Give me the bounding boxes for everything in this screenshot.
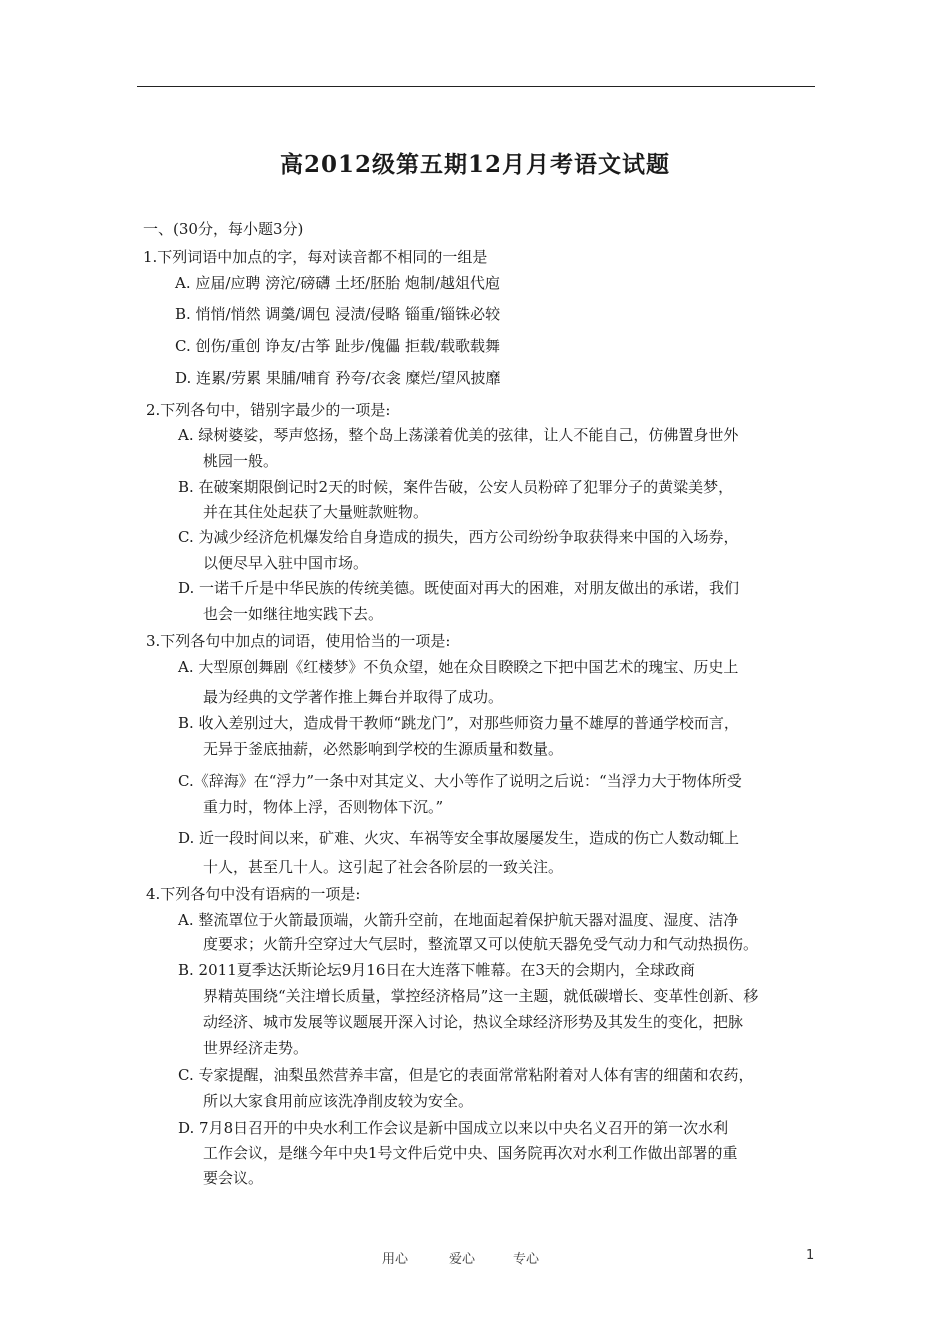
q2-option-d-cont: 也会一如继往地实践下去。 <box>203 605 384 623</box>
q3-option-b-cont: 无异于釜底抽薪，必然影响到学校的生源质量和数量。 <box>203 740 564 758</box>
q4-option-d-cont2: 要会议。 <box>203 1169 264 1187</box>
q3-option-d: D. 近一段时间以来，矿难、火灾、车祸等安全事故屡屡发生，造成的伤亡人数动辄上 <box>178 829 740 847</box>
q1-option-c: C. 创伤/重创 诤友/古筝 趾步/傀儡 拒载/载歌载舞 <box>175 337 500 355</box>
q4-option-d: D. 7月8日召开的中央水利工作会议是新中国成立以来以中央名义召开的第一次水利 <box>178 1119 729 1137</box>
page-number: 1 <box>806 1248 815 1263</box>
q4-option-b-cont2: 动经济、城市发展等议题展开深入讨论，热议全球经济形势及其发生的变化，把脉 <box>203 1013 744 1031</box>
footer-right: 专心 <box>513 1252 540 1267</box>
footer-middle: 爱心 <box>449 1252 476 1267</box>
q3-option-c: C.《辞海》在“浮力”一条中对其定义、大小等作了说明之后说：“当浮力大于物体所受 <box>178 772 742 790</box>
q4-option-b: B. 2011夏季达沃斯论坛9月16日在大连落下帷幕。在3天的会期内，全球政商 <box>178 961 695 979</box>
q4-option-c-cont: 所以大家食用前应该洗净削皮较为安全。 <box>203 1092 474 1110</box>
q3-option-b: B. 收入差别过大，造成骨干教师“跳龙门”，对那些师资力量不雄厚的普通学校而言， <box>178 714 739 732</box>
q3-option-c-cont: 重力时，物体上浮，否则物体下沉。” <box>203 798 444 816</box>
header-rule <box>137 86 815 87</box>
q1-option-b: B. 悄悄/悄然 调羹/调包 浸渍/侵略 锱重/锱铢必较 <box>175 305 501 323</box>
q4-option-b-cont3: 世界经济走势。 <box>203 1039 309 1057</box>
q1-option-a: A. 应届/应聘 滂沱/磅礴 土坯/胚胎 炮制/越俎代庖 <box>175 274 500 292</box>
q4-option-b-cont1: 界精英围绕“关注增长质量，掌控经济格局”这一主题，就低碳增长、变革性创新、移 <box>203 987 759 1005</box>
q4-option-c: C. 专家提醒，油梨虽然营养丰富，但是它的表面常常粘附着对人体有害的细菌和农药， <box>178 1066 754 1084</box>
q2-option-a: A. 绿树婆娑，琴声悠扬，整个岛上荡漾着优美的弦律，让人不能自己，仿佛置身世外 <box>178 426 739 444</box>
q3-option-a: A. 大型原创舞剧《红楼梦》不负众望，她在众目睽睽之下把中国艺术的瑰宝、历史上 <box>178 658 739 676</box>
q4-option-a: A. 整流罩位于火箭最顶端，火箭升空前，在地面起着保护航天器对温度、湿度、洁净 <box>178 911 739 929</box>
q2-option-c: C. 为减少经济危机爆发给自身造成的损失，西方公司纷纷争取获得来中国的入场券， <box>178 528 739 546</box>
question-1-stem: 1.下列词语中加点的字，每对读音都不相同的一组是 <box>143 248 488 266</box>
section-header: 一、(30分，每小题3分) <box>143 220 304 238</box>
q2-option-b: B. 在破案期限倒记时2天的时候，案件告破，公安人员粉碎了犯罪分子的黄粱美梦， <box>178 478 734 496</box>
q1-option-d: D. 连累/劳累 果脯/哺育 矜夸/衣衾 糜烂/望风披靡 <box>175 369 501 387</box>
q2-option-a-cont: 桃园一般。 <box>203 452 279 470</box>
q4-option-a-cont: 度要求；火箭升空穿过大气层时，整流罩又可以使航天器免受气动力和气动热损伤。 <box>203 935 759 953</box>
q2-option-d: D. 一诺千斤是中华民族的传统美德。既使面对再大的困难，对朋友做出的承诺，我们 <box>178 579 740 597</box>
q4-option-d-cont1: 工作会议，是继今年中央1号文件后党中央、国务院再次对水利工作做出部署的重 <box>203 1144 738 1162</box>
q2-option-b-cont: 并在其住处起获了大量赃款赃物。 <box>203 503 429 521</box>
question-3-stem: 3.下列各句中加点的词语，使用恰当的一项是: <box>146 632 451 650</box>
question-2-stem: 2.下列各句中，错别字最少的一项是: <box>146 401 391 419</box>
question-4-stem: 4.下列各句中没有语病的一项是: <box>146 885 361 903</box>
page-title: 高2012级第五期12月月考语文试题 <box>279 151 671 178</box>
q2-option-c-cont: 以便尽早入驻中国市场。 <box>203 554 369 572</box>
q3-option-d-cont: 十人，甚至几十人。这引起了社会各阶层的一致关注。 <box>203 858 564 876</box>
footer-left: 用心 <box>382 1252 409 1267</box>
q3-option-a-cont: 最为经典的文学著作推上舞台并取得了成功。 <box>203 688 504 706</box>
